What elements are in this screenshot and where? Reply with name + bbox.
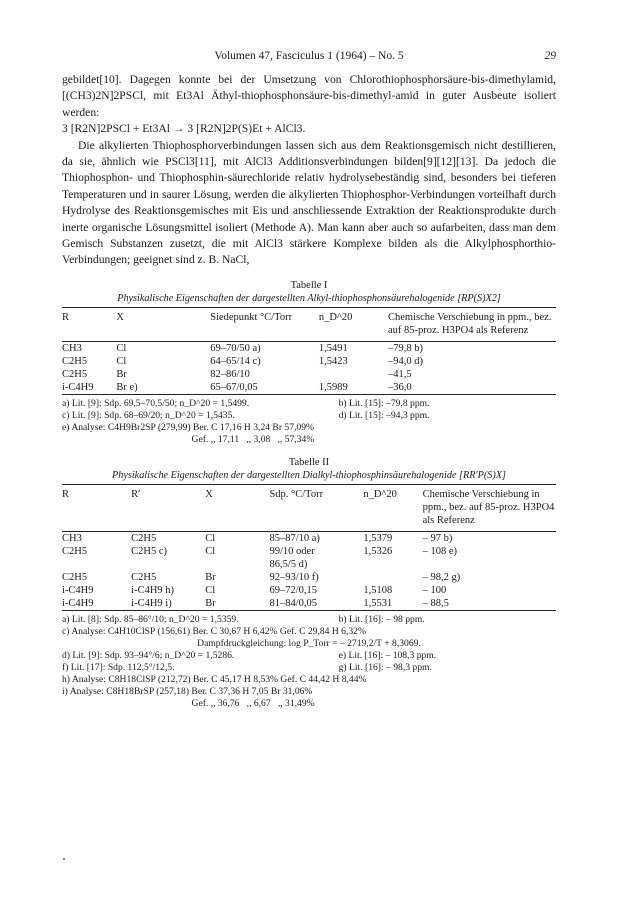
table-cell: 99/10 oder — [269, 545, 315, 557]
footnote: c) Lit. [9]: Sdp. 68–69/20; n_D^20 = 1,5435. — [62, 409, 235, 421]
table-cell: C2H5 — [131, 571, 157, 583]
reaction-equation: 3 [R2N]2PSCl + Et3Al → 3 [R2N]2P(S)Et + AlCl3. — [62, 122, 306, 136]
article-body — [62, 72, 556, 710]
table2-header-cell: Chemische Verschiebung in ppm., bez. auf 85-proz. H3PO4 als Referenz — [423, 484, 556, 531]
table-cell: 1,5326 — [363, 545, 393, 557]
table-cell — [319, 368, 388, 381]
footnote: Gef. ,, 36,76 ,, 6,67 ,, 31,49% — [62, 697, 315, 709]
footnote: f) Lit. [17]: Sdp. 112,5°/12,5. — [62, 661, 175, 673]
table-cell: 85–87/10 a) — [269, 532, 320, 544]
running-title: Volumen 47, Fasciculus 1 (1964) – No. 5 — [214, 50, 404, 62]
table-cell: 69–72/0,15 — [269, 584, 318, 596]
table-cell: – 100 — [422, 584, 447, 596]
table-row — [62, 381, 556, 395]
table-cell: –94,0 d) — [388, 355, 424, 367]
table-cell: C2H5 — [62, 368, 88, 380]
footnote: a) Lit. [8]: Sdp. 85–86°/10; n_D^20 = 1,5359. — [62, 613, 239, 625]
footnote: Gef. ,, 17,11 ,, 3,08 ,, 57,34% — [62, 433, 315, 445]
table1-header-cell: Chemische Verschiebung in ppm., bez. auf 85-proz. H3PO4 als Referenz — [388, 307, 556, 341]
footnote: d) Lit. [9]: Sdp. 93–94°/6; n_D^20 = 1,5286. — [62, 649, 235, 661]
table-cell: Cl — [116, 355, 127, 367]
table-cell: C2H5 — [62, 545, 88, 557]
table1-header-cell: Siedepunkt °C/Torr — [210, 307, 319, 341]
footnote: c) Analyse: C4H10ClSP (156,61) Ber. C 30,67 H 6,42% Gef. C 29,84 H 6,32% — [62, 625, 366, 637]
table-row — [62, 584, 556, 597]
table-cell: C2H5 — [131, 532, 157, 544]
table2-header-cell: R′ — [131, 484, 205, 531]
table1-caption: Tabelle I — [290, 279, 328, 291]
footnote-row — [62, 650, 556, 662]
paragraph-2: Die alkylierten Thiophosphorverbindungen lassen sich aus dem Reaktionsgemisch nicht destillieren, da sie, ähnlich wie PSCl3[11], mit AlCl3 Additionsverbindungen bilden[9][12][13]. Da jedoch die Thiophosphon- und Thiophosphin-säurechloride relativ hydrolysebeständig sind, besonders bei tieferen Temperaturen und in saurer Lösung, werden die alkylierten Thiophosphor-Verbindungen vorteilhaft durch Hydrolyse des Reaktionsgemisches mit Eis und anschliessende Extraktion der Reaktionsprodukte durch inerte organische Lösungsmittel isoliert (Methode A). Man kann aber auch so aufarbeiten, dass man dem Gemisch Substanzen zusetzt, die mit AlCl3 stärkere Komplexe bilden als die Alkylphosphorthio-Verbindungen; geeignet sind z. B. NaCl, — [62, 138, 556, 267]
footnote-row — [62, 614, 556, 626]
table-cell: 69–70/50 a) — [210, 342, 261, 354]
table1-footnotes — [62, 398, 556, 446]
table-cell: 1,5989 — [318, 381, 348, 393]
table-cell: C2H5 c) — [131, 545, 168, 557]
table2-caption: Tabelle II — [288, 456, 330, 468]
footnote: Dampfdruckgleichung: log P_Torr = – 2719,2/T + 8,3069. — [197, 637, 421, 649]
footnote: e) Lit. [16]: – 108,3 ppm. — [338, 649, 437, 661]
table-row — [62, 597, 556, 611]
table-cell: CH3 — [62, 342, 82, 354]
table-cell: Br e) — [116, 381, 138, 393]
table-cell: –41,5 — [388, 368, 412, 380]
table-cell: 1,5379 — [363, 532, 393, 544]
table1-header-row — [62, 307, 556, 341]
footnote: h) Analyse: C8H18ClSP (212,72) Ber. C 45,17 H 8,53% Gef. C 44,42 H 8,44% — [62, 673, 367, 685]
table-cell: i-C4H9 — [62, 597, 94, 609]
table-cell: 92–93/10 f) — [269, 571, 319, 583]
footnote: e) Analyse: C4H9Br2SP (279,99) Ber. C 17,16 H 3,24 Br 57,09% — [62, 421, 315, 433]
table2-header-cell: R — [62, 484, 131, 531]
table-row — [62, 531, 556, 545]
table2-header-cell: n_D^20 — [363, 484, 422, 531]
table-cell: 65–67/0,05 — [210, 381, 258, 393]
table-cell: Br — [116, 368, 127, 380]
table1-header-cell: X — [116, 307, 210, 341]
table-cell: C2H5 — [62, 571, 88, 583]
table-cell: 1,5108 — [363, 584, 393, 596]
table-cell: 1,5491 — [318, 342, 348, 354]
footnote-row — [62, 398, 556, 410]
table-cell: i-C4H9 — [62, 584, 94, 596]
table-cell: 82–86/10 — [210, 368, 250, 380]
table-cell: – 88,5 — [422, 597, 449, 609]
table-cell: 64–65/14 c) — [210, 355, 261, 367]
table-row — [62, 355, 556, 368]
table-cell: –36,0 — [388, 381, 412, 393]
table-2 — [62, 484, 556, 611]
table-row — [62, 558, 556, 571]
table-cell — [363, 571, 422, 584]
table2-subtitle: Physikalische Eigenschaften der dargestellten Dialkyl-thiophosphinsäurehalogenide [RR′P(S)X] — [112, 469, 506, 481]
table2-header-cell: X — [205, 484, 269, 531]
table-cell: – 97 b) — [422, 532, 453, 544]
table-cell: Cl — [205, 532, 216, 544]
table-row — [62, 368, 556, 381]
table-cell: 81–84/0,05 — [269, 597, 318, 609]
table-cell — [363, 558, 422, 571]
table-cell: – 98,2 g) — [422, 571, 461, 583]
footnote: d) Lit. [15]: –94,3 ppm. — [338, 409, 430, 421]
footnote: g) Lit. [16]: – 98,3 ppm. — [338, 661, 432, 673]
footnote: i) Analyse: C8H18BrSP (257,18) Ber. C 37,36 H 7,05 Br 31,06% — [62, 685, 313, 697]
table-cell: –79,8 b) — [388, 342, 424, 354]
table-cell: Cl — [205, 545, 216, 557]
table-cell: 1,5423 — [318, 355, 348, 367]
table-cell: i-C4H9 — [62, 381, 94, 393]
table-cell: – 108 e) — [422, 545, 458, 557]
page-mark-icon — [62, 848, 66, 852]
footnote: b) Lit. [15]: –79,8 ppm. — [338, 397, 430, 409]
table-cell — [62, 558, 131, 571]
table-cell: Cl — [205, 584, 216, 596]
table-cell: C2H5 — [62, 355, 88, 367]
table-cell: 1,5531 — [363, 597, 393, 609]
table-row — [62, 341, 556, 355]
table1-header-cell: R — [62, 307, 116, 341]
table-cell — [131, 558, 205, 571]
table-cell: Br — [205, 571, 216, 583]
table1-header-cell: n_D^20 — [319, 307, 388, 341]
table1-subtitle: Physikalische Eigenschaften der dargestellten Alkyl-thiophosphonsäurehalogenide [RP(S)X2] — [117, 292, 501, 304]
table-1 — [62, 307, 556, 395]
table2-footnotes — [62, 614, 556, 710]
footnote: b) Lit. [16]: – 98 ppm. — [338, 613, 425, 625]
running-header — [62, 50, 556, 66]
table-row — [62, 571, 556, 584]
table2-header-cell: Sdp. °C/Torr — [269, 484, 363, 531]
table-cell: i-C4H9 i) — [131, 597, 172, 609]
table-cell — [423, 558, 556, 571]
page-number: 29 — [544, 50, 556, 62]
paragraph-1: gebildet[10]. Dagegen konnte bei der Umsetzung von Chlorothiophosphorsäure-bis-dimethylamid, [(CH3)2N]2PSCl, mit Et3Al Äthyl-thiophosphonsäure-bis-dimethyl-amid in guter Ausbeute isoliert werden: — [62, 73, 556, 119]
table-cell: CH3 — [62, 532, 82, 544]
footnote: a) Lit. [9]: Sdp. 69,5–70,5/50; n_D^20 = 1,5499. — [62, 397, 250, 409]
table-cell — [205, 558, 269, 571]
footnote-row — [62, 410, 556, 422]
table2-header-row — [62, 484, 556, 531]
table-cell: Br — [205, 597, 216, 609]
table-cell: i-C4H9 h) — [131, 584, 175, 596]
table-cell: Cl — [116, 342, 127, 354]
footnote-row — [62, 662, 556, 674]
table-cell: 86,5/5 d) — [269, 558, 308, 570]
table-row — [62, 545, 556, 558]
